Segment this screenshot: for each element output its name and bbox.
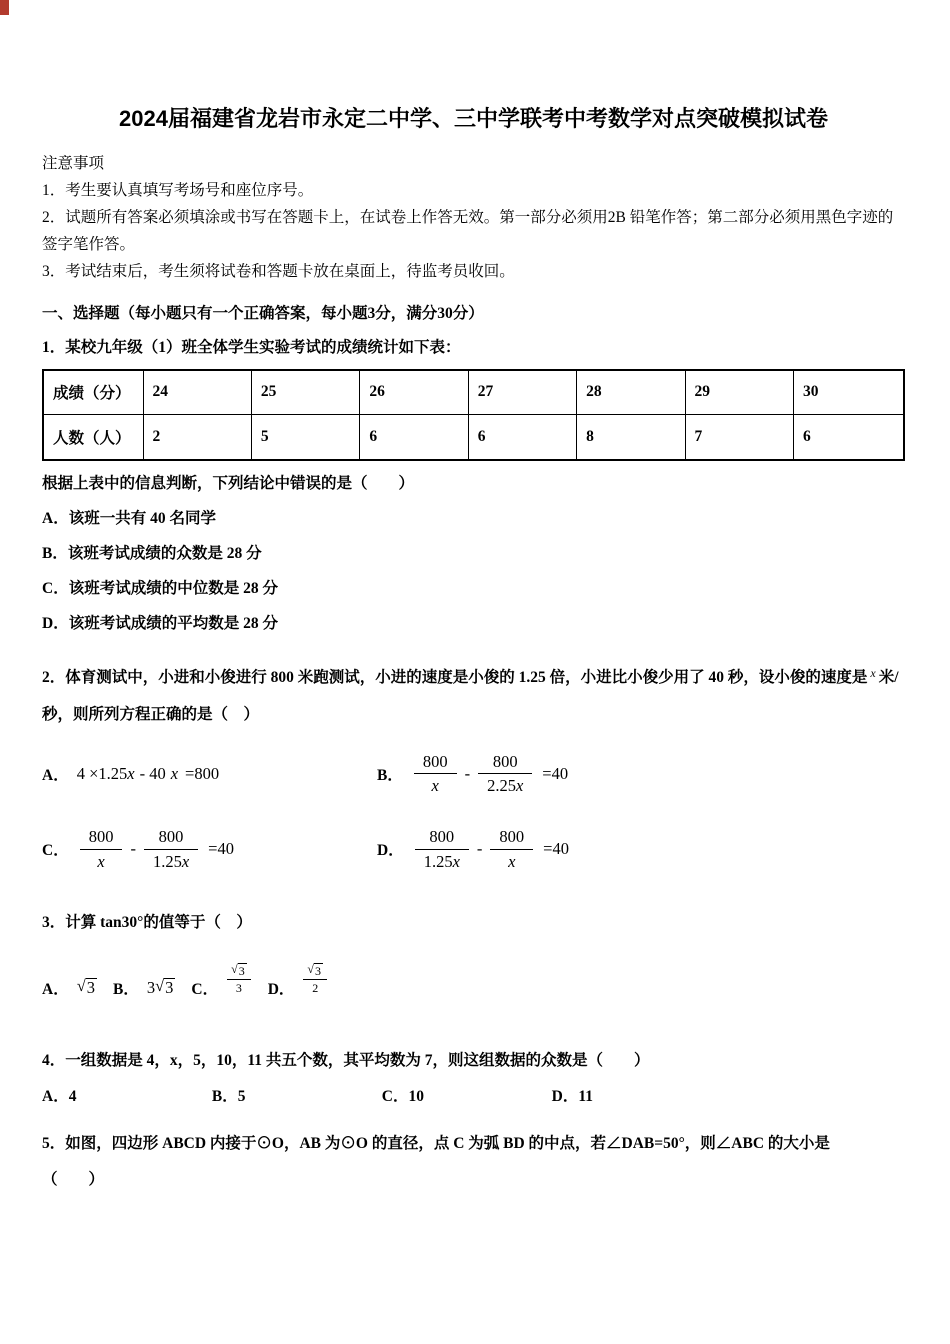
q4-option-a: A．4 <box>42 1087 77 1105</box>
table-cell: 29 <box>685 370 793 415</box>
sqrt <box>77 978 97 997</box>
minus-sign: - <box>130 839 136 859</box>
table-cell: 6 <box>793 415 904 460</box>
q5-text: 5．如图，四边形 ABCD 内接于⊙O，AB 为⊙O 的直径，点 C 为弧 BD 的中点，若∠DAB=50°，则∠ABC 的大小是 <box>42 1134 830 1152</box>
coefficient: 3 <box>146 977 156 997</box>
q1-option-d: D．该班考试成绩的平均数是 28 分 <box>42 614 278 632</box>
math-text: - 40 <box>139 763 166 783</box>
numerator: 800 <box>88 827 114 847</box>
q3-option-d <box>267 961 328 1004</box>
numerator: 800 <box>158 827 184 847</box>
den-coef: 1.25 <box>152 851 182 871</box>
table-cell: 5 <box>251 415 359 460</box>
option-label: C． <box>42 842 69 860</box>
table-row-scores <box>43 370 904 415</box>
equals-rhs: =40 <box>542 763 569 783</box>
den-var: x <box>181 851 190 871</box>
sqrt <box>155 978 175 997</box>
equation <box>411 753 568 795</box>
table-cell: 25 <box>251 370 359 415</box>
den-coef: 2.25 <box>487 776 516 795</box>
radical-sign: √ <box>76 976 86 996</box>
radicand: 3 <box>165 978 174 998</box>
fraction <box>303 963 327 995</box>
q4-option-d: D．11 <box>551 1087 593 1105</box>
equation <box>77 828 234 870</box>
numerator: 800 <box>429 827 455 847</box>
den-var: x <box>452 851 460 871</box>
sqrt <box>231 963 247 977</box>
equation <box>77 764 219 784</box>
table-cell: 6 <box>360 415 468 460</box>
math-text: =800 <box>185 763 220 783</box>
q2-options <box>42 753 905 870</box>
notice-item-1: 1．考生要认真填写考场号和座位序号。 <box>42 181 314 199</box>
fraction <box>490 828 533 870</box>
den-var: x <box>515 776 524 795</box>
q1-option-a: A．该班一共有 40 名同学 <box>42 509 216 527</box>
q3-option-c <box>191 961 251 1004</box>
notice-heading: 注意事项 <box>42 154 105 172</box>
radical-expression <box>77 978 97 997</box>
option-label: C． <box>191 980 219 998</box>
radical-sign: √ <box>155 976 165 996</box>
notice-item-3: 3．考试结束后，考生须将试卷和答题卡放在桌面上，待监考员收回。 <box>42 262 515 280</box>
q4-option-c: C．10 <box>381 1087 424 1105</box>
numerator: 800 <box>422 751 448 771</box>
q4-stem: 4．一组数据是 4，x，5，10，11 共五个数，其平均数为 7，则这组数据的众数是（ ） <box>42 1051 650 1069</box>
fraction <box>227 963 251 995</box>
table-cell: 人数（人） <box>43 415 143 460</box>
math-var: x <box>170 763 179 783</box>
q5-answer-blank: （ ） <box>42 1170 105 1188</box>
table-cell: 2 <box>143 415 251 460</box>
denominator <box>80 849 123 870</box>
q4-option-b: B．5 <box>211 1087 246 1105</box>
notice-section <box>42 150 905 285</box>
q2-option-c <box>42 828 377 870</box>
minus-sign: - <box>476 839 483 859</box>
numerator <box>227 963 251 979</box>
den-coef: 1.25 <box>423 851 453 871</box>
equals-rhs: =40 <box>543 839 569 859</box>
numerator: 800 <box>499 827 525 847</box>
den-var: x <box>97 851 105 871</box>
page-title: 2024届福建省龙岩市永定二中学、三中学联考中考数学对点突破模拟试卷 <box>119 106 828 131</box>
table-cell: 24 <box>143 370 251 415</box>
q3-stem: 3．计算 tan30°的值等于（ ） <box>42 913 252 931</box>
q1-option-c: C．该班考试成绩的中位数是 28 分 <box>42 579 278 597</box>
radical-sign: √ <box>307 961 315 976</box>
numerator <box>303 963 327 979</box>
q3-options <box>42 961 905 1004</box>
sqrt <box>307 963 323 977</box>
math-text: 4 ×1.25 <box>76 763 128 783</box>
den-var: x <box>508 851 516 871</box>
table-cell: 27 <box>468 370 576 415</box>
q2-stem-text-1: 2．体育测试中，小进和小俊进行 800 米跑测试，小进的速度是小俊的 1.25 倍，小进比小俊少用了 40 秒，设小俊的速度是 <box>42 668 868 686</box>
q2-option-b <box>377 753 905 795</box>
option-label: A． <box>42 766 69 784</box>
option-label: A． <box>42 980 69 998</box>
radical-expression <box>147 978 176 998</box>
denominator <box>144 849 198 870</box>
fraction <box>144 828 198 870</box>
table-row-counts <box>43 415 904 460</box>
option-label: B． <box>377 766 403 784</box>
section-heading: 一、选择题（每小题只有一个正确答案，每小题3分，满分30分） <box>42 304 484 322</box>
equation <box>412 828 569 870</box>
option-label: B． <box>113 980 139 998</box>
fraction <box>414 753 457 795</box>
radicand: 3 <box>86 978 96 998</box>
q2-stem <box>42 655 905 733</box>
fraction <box>478 753 532 795</box>
corner-mark <box>0 0 9 15</box>
fraction <box>80 828 123 870</box>
table-cell: 26 <box>360 370 468 415</box>
radical-sign: √ <box>231 961 238 976</box>
table-cell: 7 <box>685 415 793 460</box>
den-var: x <box>431 776 439 795</box>
fraction <box>415 828 469 870</box>
q2-option-a <box>42 763 377 785</box>
equals-rhs: =40 <box>208 839 234 859</box>
radicand: 3 <box>238 963 245 978</box>
q1-followup: 根据上表中的信息判断，下列结论中错误的是（ ） <box>42 474 415 492</box>
minus-sign: - <box>464 763 471 783</box>
table-cell: 成绩（分） <box>43 370 143 415</box>
math-var: x <box>127 763 135 783</box>
denominator <box>415 849 469 870</box>
notice-item-2: 2．试题所有答案必须填涂或书写在答题卡上，在试卷上作答无效。第一部分必须用2B 铅笔作答；第二部分必须用黑色字迹的签字笔作答。 <box>42 208 894 253</box>
q3-option-a <box>42 977 97 999</box>
q2-variable-x: x <box>870 665 876 680</box>
q1-stem: 1．某校九年级（1）班全体学生实验考试的成绩统计如下表： <box>42 338 461 356</box>
q1-score-table <box>42 369 905 461</box>
numerator: 800 <box>492 751 518 771</box>
q5-stem <box>42 1126 905 1198</box>
q3-option-b <box>113 977 175 999</box>
option-label: D． <box>267 980 295 998</box>
q2-option-d <box>377 828 905 870</box>
q1-option-b: B．该班考试成绩的众数是 28 分 <box>42 544 262 562</box>
table-cell: 8 <box>577 415 685 460</box>
radicand: 3 <box>315 963 322 978</box>
table-cell: 6 <box>468 415 576 460</box>
table-cell: 28 <box>577 370 685 415</box>
option-label: D． <box>377 842 404 860</box>
denominator <box>478 773 532 794</box>
q2-stem-text-2: 米/秒，则所列方程正确的是（ ） <box>42 668 899 723</box>
table-cell: 30 <box>793 370 904 415</box>
q4-options <box>42 1086 905 1108</box>
denominator <box>490 849 533 870</box>
denominator: 3 <box>227 979 251 995</box>
denominator <box>414 773 457 794</box>
denominator: 2 <box>303 979 327 995</box>
